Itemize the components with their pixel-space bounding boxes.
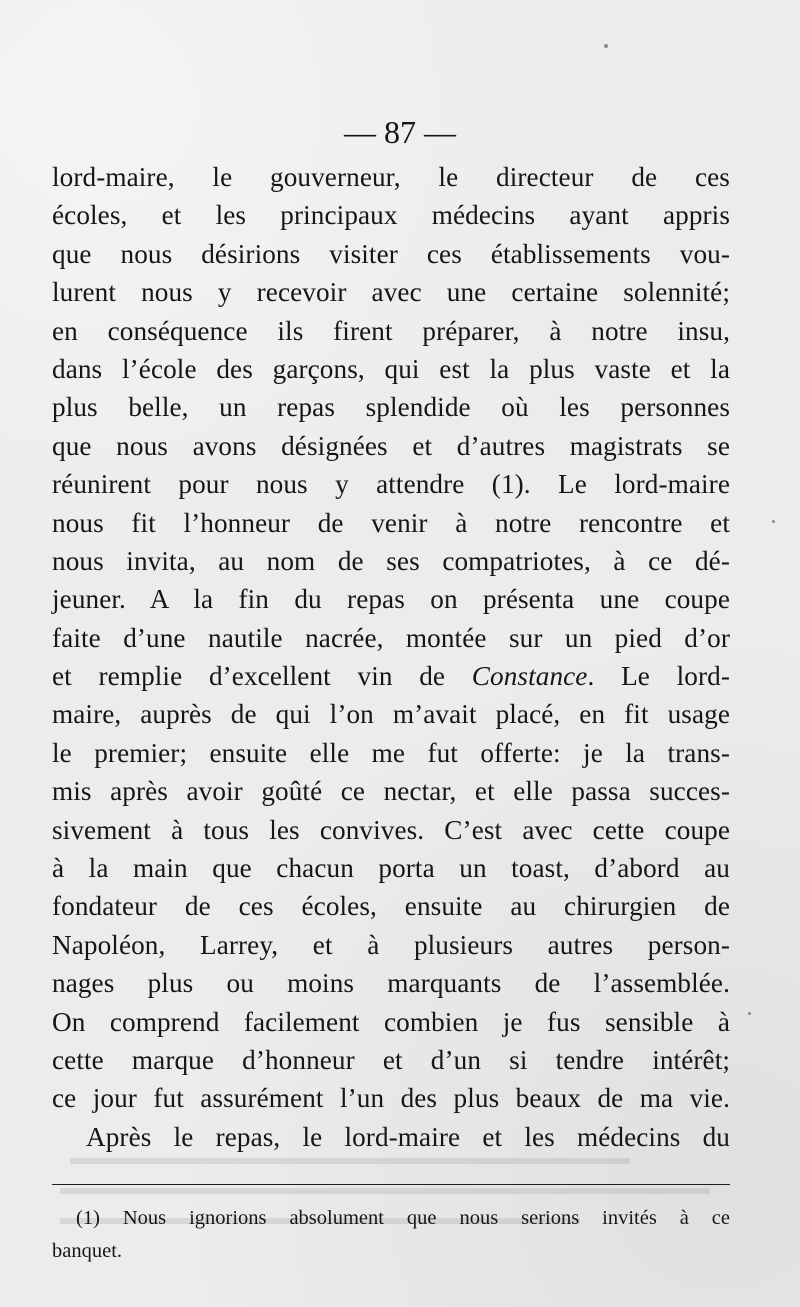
text-line: nous invita, au nom de ses compatriotes, à ce dé-: [52, 545, 730, 576]
footnote-line: (1) Nous ignorions absolument que nous serions invités à ce: [76, 1207, 730, 1229]
text-line-indented: Après le repas, le lord-maire et les médecins du: [86, 1121, 730, 1152]
text-line: nous fit l’honneur de venir à notre rencontre et: [52, 507, 730, 538]
text-line-with-italic: [52, 657, 730, 695]
text-line: dans l’école des garçons, qui est la plus vaste et la: [52, 353, 730, 384]
text-line: sivement à tous les convives. C’est avec cette coupe: [52, 814, 730, 845]
text-line: maire, auprès de qui l’on m’avait placé, en fit usage: [52, 699, 730, 730]
ink-speck: [604, 44, 608, 48]
text-line: faite d’une nautile nacrée, montée sur un pied d’or: [52, 622, 730, 653]
footnote: [52, 1202, 730, 1268]
text-line: nages plus ou moins marquants de l’assemblée.: [52, 968, 730, 999]
text-line: On comprend facilement combien je fus sensible à: [52, 1006, 730, 1037]
text-line: jeuner. A la fin du repas on présenta une coupe: [52, 584, 730, 615]
body-text: [52, 158, 730, 1156]
text-line: le premier; ensuite elle me fut offerte: je la trans-: [52, 737, 730, 768]
text-line: Napoléon, Larrey, et à plusieurs autres person-: [52, 929, 730, 960]
text-line: que nous désirions visiter ces établissements vou-: [52, 238, 730, 269]
text-line: lurent nous y recevoir avec une certaine solennité;: [52, 277, 730, 308]
page-number: — 87 —: [344, 114, 456, 150]
footnote-line: banquet.: [52, 1240, 123, 1262]
text-line: à la main que chacun porta un toast, d’abord au: [52, 853, 730, 884]
footnote-separator: [52, 1184, 730, 1185]
text-line: ce jour fut assurément l’un des plus beaux de ma vie.: [52, 1083, 730, 1114]
text-line: fondateur de ces écoles, ensuite au chirurgien de: [52, 891, 730, 922]
text-line: en conséquence ils firent préparer, à notre insu,: [52, 315, 730, 346]
italic-wine-name: Constance: [471, 661, 588, 692]
line-prefix: et remplie d’excellent vin de: [52, 661, 446, 692]
ink-speck: [748, 1012, 751, 1015]
text-line: cette marque d’honneur et d’un si tendre intérêt;: [52, 1044, 730, 1075]
ink-speck: [772, 520, 775, 523]
text-line: mis après avoir goûté ce nectar, et elle passa succes-: [52, 776, 730, 807]
line-suffix: . Le lord-: [587, 661, 730, 692]
text-line: lord-maire, le gouverneur, le directeur de ces: [52, 162, 730, 192]
text-line: que nous avons désignées et d’autres magistrats se: [52, 430, 730, 461]
text-line: réunirent pour nous y attendre (1). Le lord-maire: [52, 469, 730, 500]
text-line: écoles, et les principaux médecins ayant appris: [52, 200, 730, 231]
text-line: plus belle, un repas splendide où les personnes: [52, 392, 730, 423]
